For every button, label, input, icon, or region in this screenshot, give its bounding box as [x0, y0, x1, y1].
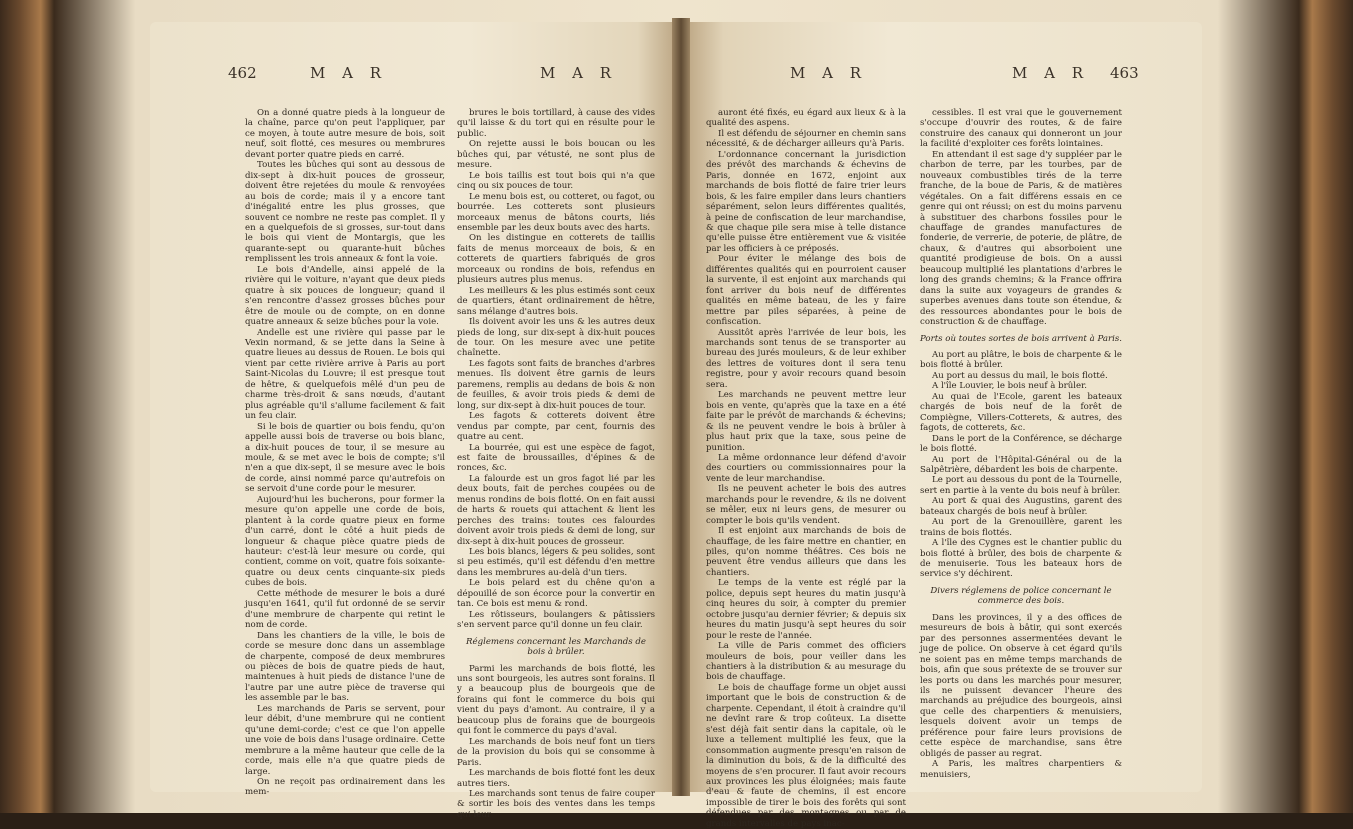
- paragraph: Le temps de la vente est réglé par la police, depuis sept heures du matin jusqu'à cinq heures du soir, à compter du premier octobre jusqu'au dernier février; & depuis six heures du matin jusqu'à sept heures du soir pour le reste de l'année.: [706, 578, 906, 641]
- paragraph: L'ordonnance concernant la jurisdiction des prévôt des marchands & échevins de Paris, donnée en 1672, enjoint aux marchands de bois flotté de faire trier leurs bois, & les faire empiler dans leurs chantiers séparément, selon leurs différentes qualités, à peine de confiscation de leur marchandise, & que chaque pile sera mise à telle distance qu'elle puisse être entièrement vue & visitée par les officiers à ce préposés.: [706, 149, 906, 254]
- paragraph: Au port de l'Hôpital-Général ou de la Salpêtrière, débardent les bois de charpente.: [920, 454, 1122, 475]
- paragraph: Au quai de l'Ecole, garent les bateaux chargés de bois neuf de la forêt de Compiègne, Villers-Cotterets, & autres, des fagots, de cotterets, &c.: [920, 391, 1122, 434]
- paragraph: Toutes les bûches qui sont au dessous de dix-sept à dix-huit pouces de grosseur, doivent être rejetées du moule & renvoyées au bois de corde; mais il y a encore tant d'inégalité entre les plus grosses, que souvent ce nombre ne reste pas complet. Il y en a quelquefois de si grosses, sur-tout dans le bois qui vient de Montargis, que les quarante-sept ou quarante-huit bûches remplissent les trois anneaux & font la voie.: [245, 160, 445, 265]
- paragraph: Les fagots sont faits de branches d'arbres menues. Ils doivent être garnis de leurs paremens, remplis au dedans de bois & non de feuilles, & avoir trois pieds & demi de long, sur dix-sept à dix-huit pouces de tour.: [457, 358, 655, 411]
- running-head: M A R: [540, 64, 618, 82]
- paragraph: On les distingue en cotterets de taillis faits de menus morceaux de bois, & en cotterets de quartiers fabriqués de gros morceaux ou rondins de bois, refendus en plusieurs autres plus menus.: [457, 233, 655, 286]
- running-head: M A R: [1012, 64, 1090, 82]
- left-column-2: [457, 108, 655, 820]
- paragraph: La ville de Paris commet des officiers mouleurs de bois, pour veiller dans les chantiers à la distribution & au mesurage du bois de chauffage.: [706, 641, 906, 683]
- paragraph: Pour éviter le mélange des bois de différentes qualités qui en pourroient causer la survente, il est enjoint aux marchands qui font arriver du bois neuf de différentes qualités en même bateau, de les y faire mettre par piles séparées, à peine de confiscation.: [706, 254, 906, 328]
- paragraph: Le bois d'Andelle, ainsi appelé de la rivière qui le voiture, n'ayant que deux pieds quatre à six pouces de longueur; quand il s'en rencontre d'assez grosses bûches pour être de moule ou de compte, on en donne quatre anneaux & seize bûches pour la voie.: [245, 264, 445, 328]
- section-heading: Ports où toutes sortes de bois arrivent à Paris.: [920, 333, 1122, 344]
- paragraph: auront été fixés, eu égard aux lieux & à la qualité des aspens.: [706, 108, 906, 129]
- left-page: [150, 22, 680, 820]
- running-head: M A R: [790, 64, 868, 82]
- paragraph: Les marchands sont tenus de faire couper & sortir les bois des ventes dans les temps qui leur: [457, 789, 655, 820]
- paragraph: La falourde est un gros fagot lié par les deux bouts, fait de perches coupées ou de menus rondins de bois flotté. On en fait aussi de harts & rouets qui attachent & lient les perches des trains: toutes ces falourdes doivent avoir trois pieds & demi de long, sur dix-sept à dix-huit pouces de grosseur.: [457, 473, 655, 547]
- paragraph: Au port au dessus du mail, le bois flotté.: [932, 370, 1108, 381]
- paragraph: Les rôtisseurs, boulangers & pâtissiers s'en servent parce qu'il donne un feu clair.: [457, 609, 655, 631]
- paragraph: Dans le port de la Conférence, se décharge le bois flotté.: [920, 433, 1122, 455]
- paragraph: Andelle est une rivière qui passe par le Vexin normand, & se jette dans la Seine à quatre lieues au dessus de Rouen. Le bois qui vient par cette rivière arrive à Paris au port Saint-Nicolas du Louvre; il est presque tout de hêtre, & quelquefois mêlé d'un peu de charme très-droit & sans nœuds, d'autant plus agréable qu'il s'allume facilement & fait un feu clair.: [245, 327, 445, 422]
- paragraph: Les marchands de bois flotté font les deux autres tiers.: [457, 768, 655, 789]
- paragraph: En attendant il est sage d'y suppléer par le charbon de terre, par les tourbes, par de nouveaux combustibles tirés de la terre franche, de la boue de Paris, & de matières végétales. On a fait différens essais en ce genre qui ont réussi; on est du moins parvenu à substituer des charbons fossiles pour le chauffage de grandes manufactures de fonderie, de verrerie, de poterie, de plâtre, de chaux, & d'autres qui absorboient une quantité prodigieuse de bois. On a aussi beaucoup multiplié les plantations d'arbres le long des grands chemins; & la France offrira dans la suite aux voyageurs de grandes & superbes avenues dans toute son étendue, & des ressources abondantes pour le bois de construction & de chauffage.: [920, 149, 1122, 328]
- paragraph: Les marchands de bois neuf font un tiers de la provision du bois qui se consomme à Paris.: [457, 736, 655, 768]
- paragraph: La même ordonnance leur défend d'avoir des courtiers ou commissionnaires pour la vente de leur marchandise.: [706, 452, 906, 484]
- paragraph: Au port au plâtre, le bois de charpente & le bois flotté à brûler.: [920, 349, 1122, 371]
- right-column-2: [920, 108, 1122, 780]
- paragraph: Les fagots & cotterets doivent être vendus par compte, par cent, fournis des quatre au cent.: [457, 411, 655, 443]
- paragraph: Ils doivent avoir les uns & les autres deux pieds de long, sur dix-sept à dix-huit pouces de tour. On les mesure avec une petite chaînette.: [457, 317, 655, 359]
- paragraph: Le bois de chauffage forme un objet aussi important que le bois de construction & de charpente. Cependant, il étoit à craindre qu'il ne devînt rare & trop coûteux. La disette s'est déjà fait sentir dans la capitale, où le luxe a tellement multiplié les feux, que la consommation augmente presqu'en raison de la diminution du bois, & de la difficulté des moyens de s'en procurer. Il faut avoir recours aux provinces les plus éloignées; mais faute d'eau & faute de chemins, il est encore impossible de tirer le bois des forêts qui sont défendues par des montagnes ou par de grands intervalles de pays inac-: [706, 682, 906, 829]
- paragraph: Les meilleurs & les plus estimés sont ceux de quartiers, étant ordinairement de hêtre, sans mélange d'autres bois.: [457, 285, 655, 317]
- paragraph: On rejette aussi le bois boucan ou les bûches qui, par vétusté, ne sont plus de mesure.: [457, 139, 655, 171]
- paragraph: Parmi les marchands de bois flotté, les uns sont bourgeois, les autres sont forains. Il y a beaucoup plus de bourgeois que de forains qui font le commerce du bois qui vient du pays d'amont. Au contraire, il y a beaucoup plus de forains que de bourgeois qui font le commerce du pays d'aval.: [457, 663, 655, 737]
- paragraph: Aujourd'hui les bucherons, pour former la mesure qu'on appelle une corde de bois, plantent à la corde quatre pieux en forme d'un carré, dont le côté a huit pieds de longueur & chaque pièce quatre pieds de hauteur: c'est-là leur mesure ou corde, qui contient, comme on voit, quatre fois soixante-quatre ou deux cents cinquante-six pieds cubes de bois.: [245, 494, 445, 589]
- right-column-1: [706, 108, 906, 829]
- paragraph: On a donné quatre pieds à la longueur de la chaîne, parce qu'on peut l'appliquer, par ce moyen, à toute autre mesure de bois, soit neuf, soit flotté, ces mesures ou membrures devant porter quatre pieds en carré.: [245, 108, 445, 160]
- paragraph: Le bois taillis est tout bois qui n'a que cinq ou six pouces de tour.: [457, 170, 655, 192]
- paragraph: Les marchands de Paris se servent, pour leur débit, d'une membrure qui ne contient qu'une demi-corde; c'est ce que l'on appelle une voie de bois dans l'usage ordinaire. Cette membrure a la même hauteur que celle de la corde, mais elle n'a que quatre pieds de large.: [245, 703, 445, 777]
- paragraph: Les marchands ne peuvent mettre leur bois en vente, qu'après que la taxe en a été faite par le prévôt de marchands & échevins; & ils ne peuvent vendre le bois à brûler à plus haut prix que la taxe, sous peine de punition.: [706, 390, 906, 453]
- paragraph: Il est enjoint aux marchands de bois de chauffage, de les faire mettre en chantier, en piles, qu'on nomme théâtres. Ces bois ne peuvent être vendus ailleurs que dans les chantiers.: [706, 526, 906, 578]
- paragraph: Le menu bois est, ou cotteret, ou fagot, ou bourrée. Les cotterets sont plusieurs morceaux menus de bâtons courts, liés ensemble par les deux bouts avec des harts.: [457, 191, 655, 233]
- paragraph: A l'île des Cygnes est le chantier public du bois flotté à brûler, des bois de charpente & de menuiserie. Tous les bateaux hors de service s'y déchirent.: [920, 538, 1122, 580]
- paragraph: La bourrée, qui est une espèce de fagot, est faite de broussailles, d'épines & de ronces, &c.: [457, 442, 655, 474]
- paragraph: Au port & quai des Augustins, garent des bateaux chargés de bois neuf à brûler.: [920, 496, 1122, 517]
- paragraph: Dans les chantiers de la ville, le bois de corde se mesure donc dans un assemblage de charpente, composé de deux membrures ou pièces de bois de quatre pieds de haut, maintenues à huit pieds de distance l'une de l'autre par une autre pièce de traverse qui les assemble par le bas.: [245, 630, 445, 704]
- paragraph: On ne reçoit pas ordinairement dans les mem-: [245, 777, 445, 798]
- paragraph: Il est défendu de séjourner en chemin sans nécessité, & de décharger ailleurs qu'à Paris.: [706, 128, 906, 150]
- paragraph: Le port au dessous du pont de la Tournelle, sert en partie à la vente du bois neuf à brûler.: [920, 475, 1122, 496]
- paragraph: Aussitôt après l'arrivée de leur bois, les marchands sont tenus de se transporter au bureau des jurés mouleurs, & de leur exhiber des lettres de voitures dont il sera tenu registre, pour y avoir recours quand besoin sera.: [706, 327, 906, 390]
- paragraph: brures le bois tortillard, à cause des vides qu'il laisse & du tort qui en résulte pour le public.: [457, 108, 655, 139]
- paragraph: Si le bois de quartier ou bois fendu, qu'on appelle aussi bois de traverse ou bois blanc, a dix-huit pouces de tour, il se mesure au moule, & se met avec le bois de compte; s'il n'en a que dix-sept, il se mesure avec le bois de corde, ainsi nommé parce qu'autrefois on se servoit d'une corde pour le mesurer.: [245, 421, 445, 495]
- paragraph: Les bois blancs, légers & peu solides, sont si peu estimés, qu'il est défendu d'en mettre dans les membrures au-delà d'un tiers.: [457, 547, 655, 578]
- paragraph: cessibles. Il est vrai que le gouvernement s'occupe d'ouvrir des routes, & de faire construire des canaux qui donneront un jour la facilité d'exploiter ces forêts lointaines.: [920, 108, 1122, 150]
- paragraph: Cette méthode de mesurer le bois a duré jusqu'en 1641, qu'il fut ordonné de se servir d'une membrure de charpente qui retint le nom de corde.: [245, 588, 445, 631]
- running-head: M A R: [310, 64, 388, 82]
- section-heading: Divers réglemens de police concernant le commerce des bois.: [930, 585, 1112, 607]
- left-column-1: [245, 108, 445, 798]
- paragraph: Ils ne peuvent acheter le bois des autres marchands pour le revendre, & ils ne doivent se mêler, eux ni leurs gens, de mesurer ou compter le bois qu'ils vendent.: [706, 484, 906, 526]
- page-number: 462: [228, 64, 257, 82]
- paragraph: Dans les provinces, il y a des offices de mesureurs de bois à bâtir, qui sont exercés par des personnes assermentées devant le juge de police. On observe à cet égard qu'ils ne soient pas en même temps marchands de bois, afin que sous prétexte de se trouver sur les ports ou dans les marchés pour mesurer, ils ne puissent devancer l'heure des marchands au préjudice des bourgeois, ainsi que celle des charpentiers & menuisiers, lesquels doivent avoir un temps de préférence pour faire leurs provisions de cette espèce de marchandise, sans être obligés de passer au regrat.: [920, 612, 1122, 759]
- page-number: 463: [1110, 64, 1139, 82]
- paragraph: A Paris, les maîtres charpentiers & menuisiers,: [920, 759, 1122, 780]
- section-heading: Réglemens concernant les Marchands de bois à brûler.: [466, 636, 646, 658]
- paragraph: Le bois pelard est du chêne qu'on a dépouillé de son écorce pour la convertir en tan. Ce bois est menu & rond.: [457, 578, 655, 610]
- right-page: [682, 22, 1202, 829]
- book-gutter: [672, 18, 690, 796]
- left-page-header: [150, 62, 680, 96]
- right-page-header: [682, 62, 1202, 96]
- paragraph: Au port de la Grenouillère, garent les trains de bois flottés.: [920, 517, 1122, 538]
- paragraph: A l'île Louvier, le bois neuf à brûler.: [932, 381, 1088, 392]
